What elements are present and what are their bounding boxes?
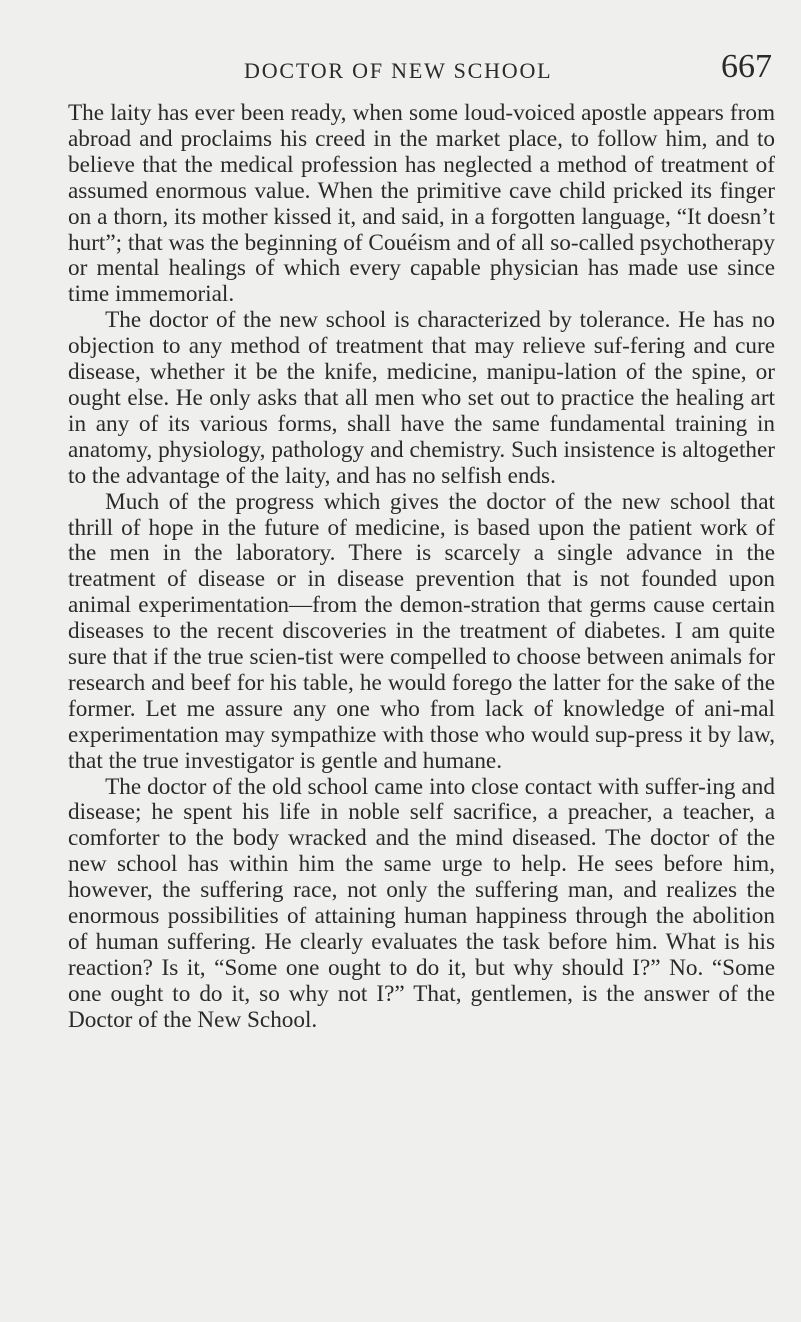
paragraph-2: The doctor of the new school is characterized by tolerance. He has no objection to any method of treatment that may relieve suf-fering and cure disease, whether it be the knife, medicine, manipu-lation of the spine, or ought else. He only asks that all men who set out to practice the healing art in any of its various forms, shall have the same fundamental training in anatomy, physiology, pathology and chemistry. Such insistence is altogether to the advantage of the laity, and has no selfish ends. [68,307,775,489]
paragraph-1: The laity has ever been ready, when some loud-voiced apostle appears from abroad and proclaims his creed in the market place, to follow him, and to believe that the medical profession has neglected a method of treatment of assumed enormous value. When the primitive cave child pricked its finger on a thorn, its mother kissed it, and said, in a forgotten language, “It doesn’t hurt”; that was the beginning of Couéism and of all so-called psychotherapy or mental healings of which every capable physician has made use since time immemorial. [68,100,775,308]
page-number: 667 [721,48,772,85]
paragraph-4: The doctor of the old school came into close contact with suffer-ing and disease; he spent his life in noble self sacrifice, a preacher, a teacher, a comforter to the body wracked and the mind diseased. The doctor of the new school has within him the same urge to help. He sees before him, however, the suffering race, not only the suffering man, and realizes the enormous possibilities of attaining human happiness through the abolition of human suffering. He clearly evaluates the task before him. What is his reaction? Is it, “Some one ought to do it, but why should I?” No. “Some one ought to do it, so why not I?” That, gentlemen, is the answer of the Doctor of the New School. [68,773,775,1033]
running-head [64,48,774,88]
paragraph-3: Much of the progress which gives the doctor of the new school that thrill of hope in the future of medicine, is based upon the patient work of the men in the laboratory. There is scarcely a single advance in the treatment of disease or in disease prevention that is not founded upon animal experimentation—from the demon-stration that germs cause certain diseases to the recent discoveries in the treatment of diabetes. I am quite sure that if the true scien-tist were compelled to choose between animals for research and beef for his table, he would forego the latter for the sake of the former. Let me assure any one who from lack of knowledge of ani-mal experimentation may sympathize with those who would sup-press it by law, that the true investigator is gentle and humane. [68,488,775,774]
running-title: DOCTOR OF NEW SCHOOL [244,58,553,83]
body-text [68,101,775,1034]
